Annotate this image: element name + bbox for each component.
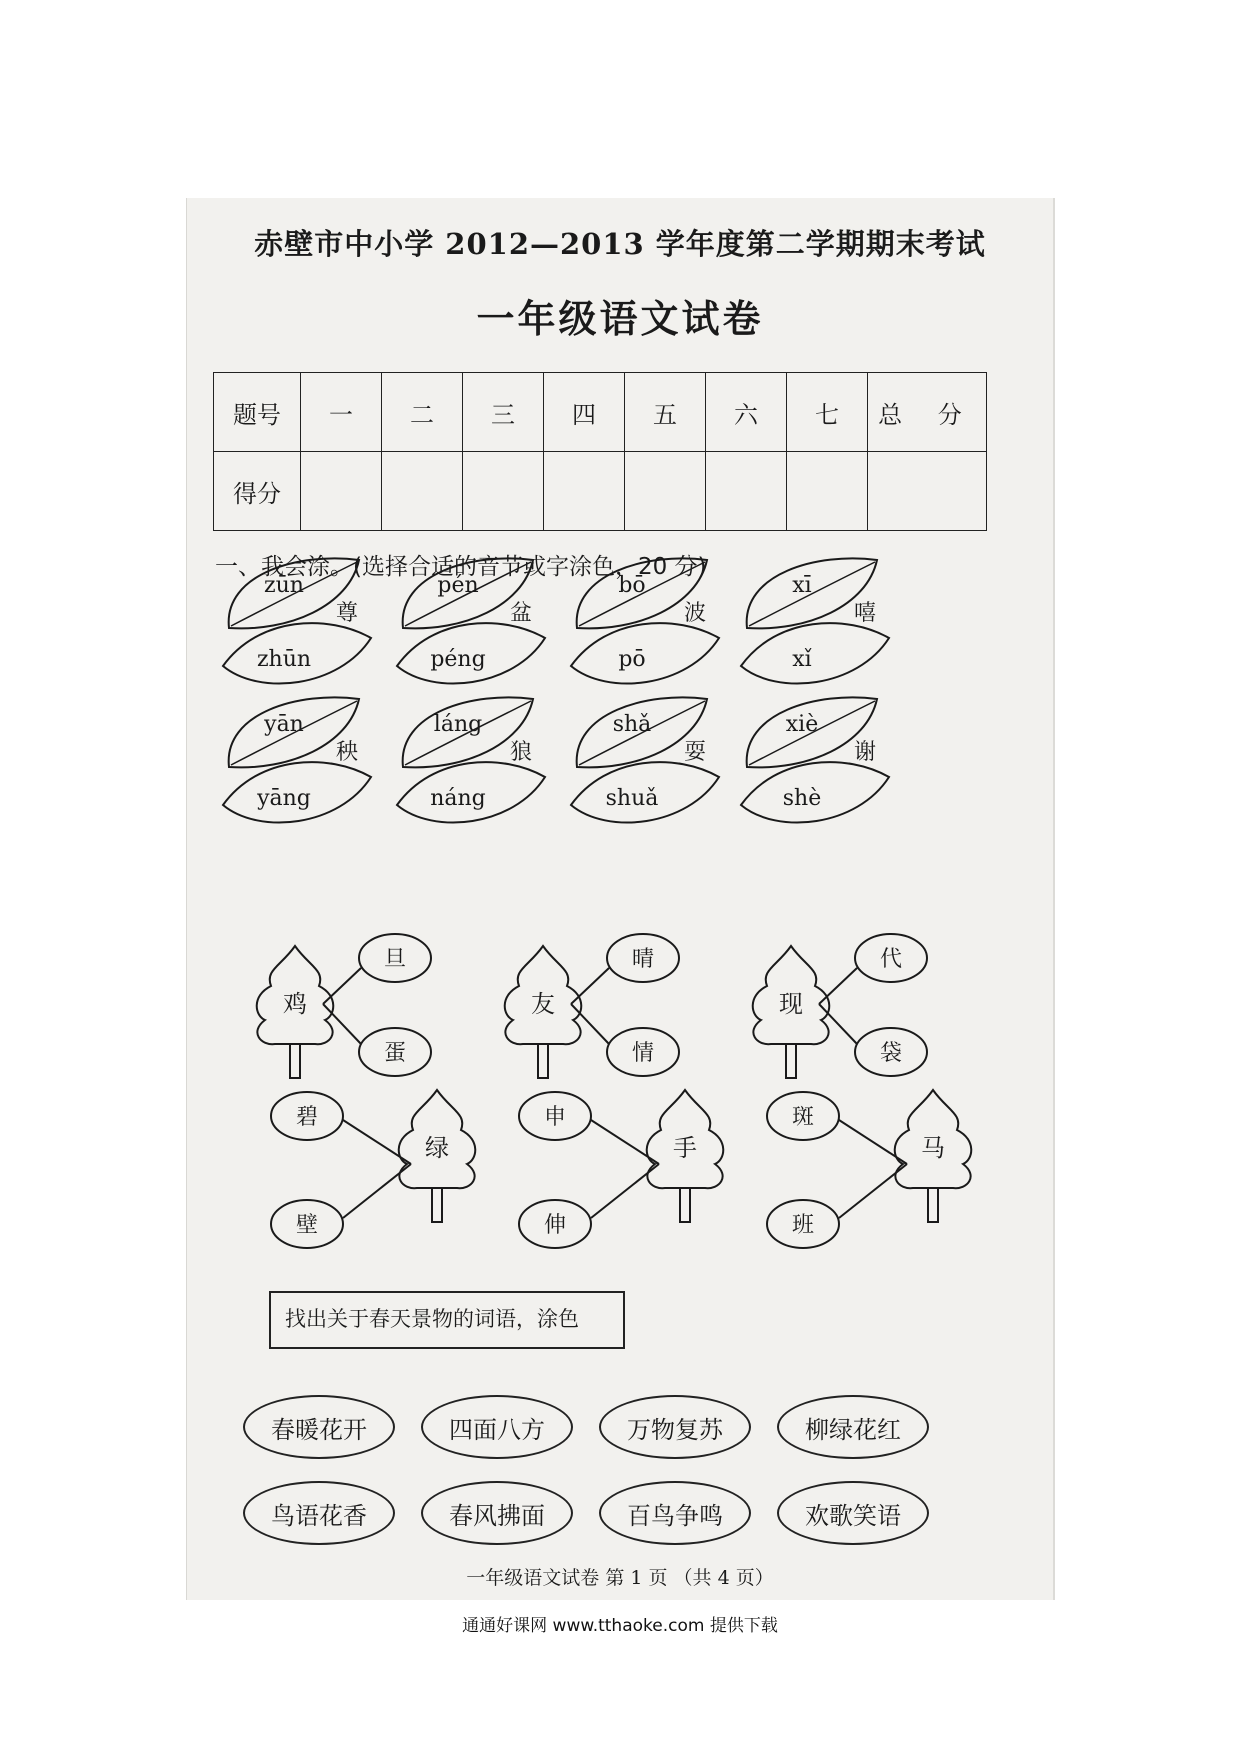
table-header-cell: 六 xyxy=(706,373,787,452)
tree-trunk xyxy=(786,1044,796,1078)
connector-line xyxy=(839,1164,907,1218)
pinyin-top: shǎ xyxy=(612,712,652,737)
oval-character: 代 xyxy=(879,947,903,972)
pinyin-bottom: shuǎ xyxy=(605,786,659,811)
oval-character: 申 xyxy=(543,1105,567,1130)
phrase-oval[interactable]: 欢歌笑语 xyxy=(777,1481,929,1545)
connector-line xyxy=(591,1164,659,1218)
exam-title: 赤壁市中小学 2012—2013 学年度第二学期期末考试 xyxy=(254,227,986,261)
instruction-text: 找出关于春天景物的词语，涂色 xyxy=(285,1307,579,1331)
page-footer: 一年级语文试卷 第 1 页 （共 4 页） xyxy=(466,1567,774,1589)
pinyin-top: bō xyxy=(618,573,646,598)
oval-character: 壁 xyxy=(295,1213,319,1238)
phrase-oval[interactable]: 四面八方 xyxy=(421,1395,573,1459)
pinyin-top: láng xyxy=(433,712,483,737)
connector-line xyxy=(323,968,361,1004)
section-heading: 一、我会涂。(选择合适的音节或字涂色，20 分) xyxy=(215,554,707,580)
pinyin-bottom: yāng xyxy=(257,786,311,811)
leaf-character: 狼 xyxy=(509,740,533,765)
exam-paper xyxy=(186,198,1055,1600)
pinyin-bottom: xǐ xyxy=(792,647,812,672)
pinyin-bottom: shè xyxy=(782,786,822,811)
pinyin-top: xiè xyxy=(785,712,819,737)
tree-character: 马 xyxy=(921,1134,945,1162)
oval-character: 碧 xyxy=(295,1105,319,1130)
pinyin-bottom: péng xyxy=(430,647,486,672)
tree-character: 友 xyxy=(531,990,555,1018)
pinyin-bottom: náng xyxy=(430,786,486,811)
tree-trunk xyxy=(432,1188,442,1222)
tree-trunk xyxy=(928,1188,938,1222)
leaf-character: 尊 xyxy=(335,601,359,626)
table-header-cell: 四 xyxy=(544,373,625,452)
oval-character: 情 xyxy=(631,1041,655,1066)
tree-character: 手 xyxy=(673,1134,697,1162)
leaf-character: 秧 xyxy=(335,740,359,765)
tree-trunk xyxy=(290,1044,300,1078)
oval-character: 伸 xyxy=(543,1213,567,1238)
table-header-cell: 二 xyxy=(382,373,463,452)
connector-line xyxy=(571,968,609,1004)
connector-line xyxy=(343,1164,411,1218)
oval-character: 班 xyxy=(791,1213,815,1238)
pinyin-bottom: pō xyxy=(618,647,646,672)
leaf-character: 嘻 xyxy=(853,601,877,626)
tree-character: 现 xyxy=(779,990,803,1018)
leaf-character: 谢 xyxy=(853,740,877,765)
table-header-cell: 题号 xyxy=(214,373,301,452)
oval-character: 蛋 xyxy=(383,1041,407,1066)
oval-character: 斑 xyxy=(791,1105,815,1130)
tree-character: 绿 xyxy=(425,1134,449,1162)
phrase-oval[interactable]: 柳绿花红 xyxy=(777,1395,929,1459)
phrase-oval[interactable]: 百鸟争鸣 xyxy=(599,1481,751,1545)
leaf-shape-bottom[interactable] xyxy=(741,623,889,683)
oval-character: 晴 xyxy=(631,947,655,972)
phrase-oval[interactable]: 春风拂面 xyxy=(421,1481,573,1545)
tree-character: 鸡 xyxy=(283,990,307,1018)
table-header-cell: 七 xyxy=(787,373,868,452)
connector-line xyxy=(819,968,857,1004)
tree-trunk xyxy=(538,1044,548,1078)
table-header-cell: 总 分 xyxy=(868,373,987,452)
pinyin-bottom: zhūn xyxy=(256,647,312,672)
leaf-character: 波 xyxy=(683,601,707,626)
phrase-oval[interactable]: 春暖花开 xyxy=(243,1395,395,1459)
pinyin-top: yān xyxy=(264,712,304,737)
pinyin-top: xī xyxy=(792,573,812,598)
score-row-label: 得分 xyxy=(214,452,301,531)
pinyin-top: pén xyxy=(437,573,479,598)
phrase-oval[interactable]: 鸟语花香 xyxy=(243,1481,395,1545)
exercise-drawings xyxy=(187,198,1053,1600)
oval-character: 旦 xyxy=(383,947,407,972)
leaf-character: 盆 xyxy=(509,601,533,626)
table-header-cell: 三 xyxy=(463,373,544,452)
phrase-oval[interactable]: 万物复苏 xyxy=(599,1395,751,1459)
table-header-cell: 一 xyxy=(301,373,382,452)
pinyin-top: zūn xyxy=(264,573,304,598)
tree-trunk xyxy=(680,1188,690,1222)
download-credit: 通通好课网 www.tthaoke.com 提供下载 xyxy=(462,1616,778,1636)
exam-subtitle: 一年级语文试卷 xyxy=(476,296,764,341)
oval-character: 袋 xyxy=(879,1041,903,1066)
leaf-character: 耍 xyxy=(683,740,707,765)
table-header-cell: 五 xyxy=(625,373,706,452)
